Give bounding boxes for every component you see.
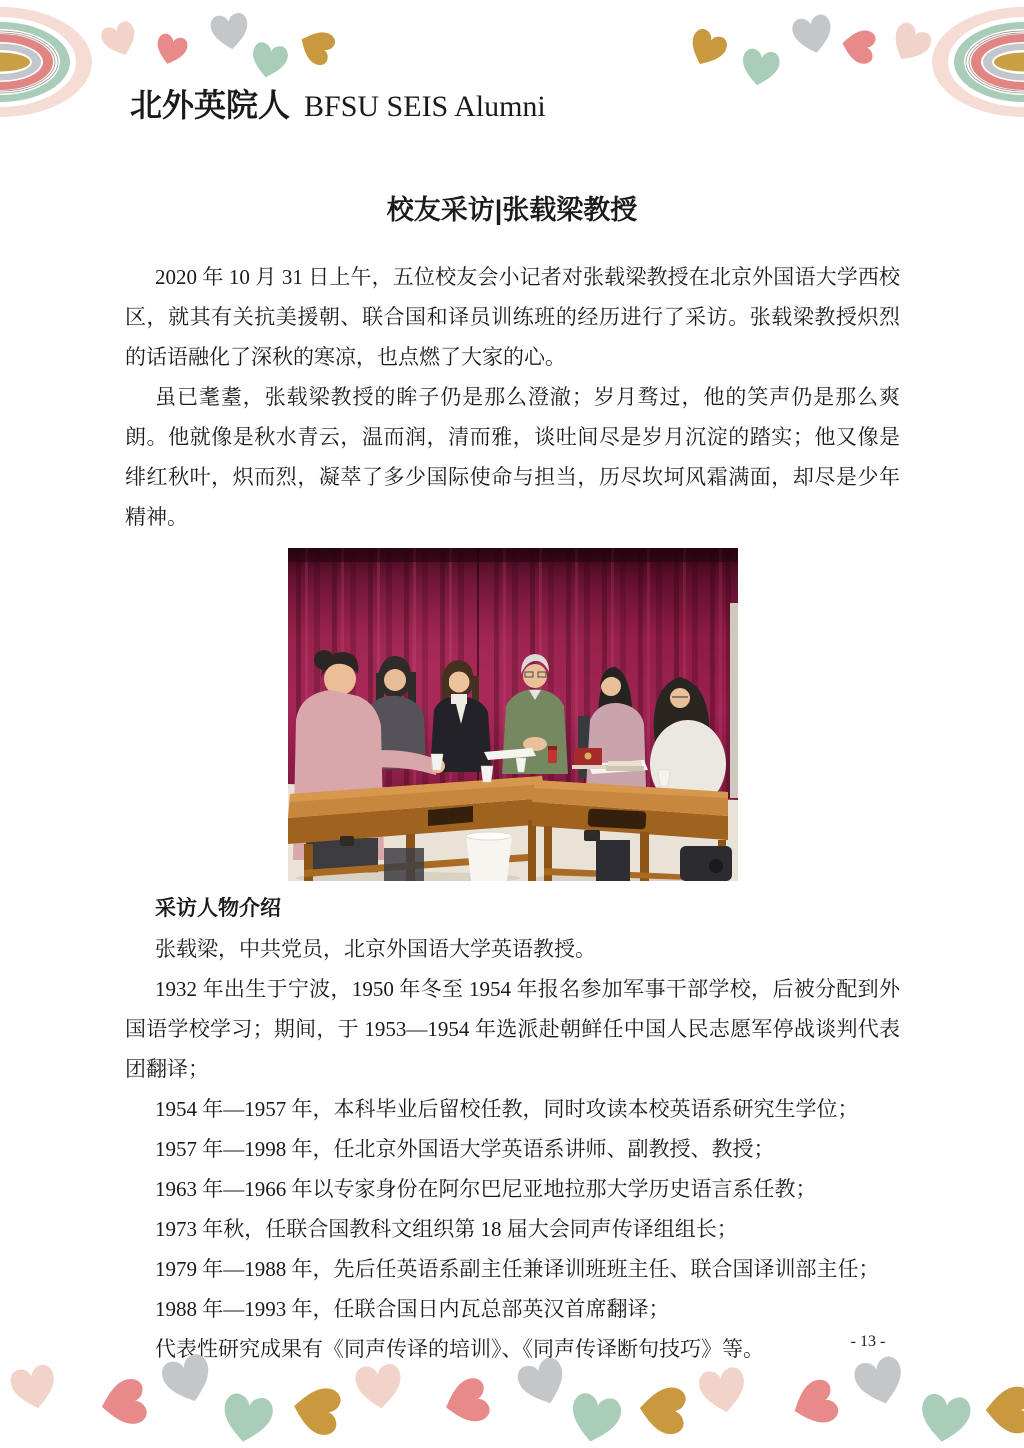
bio-line: 1932 年出生于宁波，1950 年冬至 1954 年报名参加军事干部学校，后被分配到外国语学校学习；期间，于 1953—1954 年选派赴朝鲜任中国人民志愿军停战谈判代表团翻译； (125, 977, 900, 1081)
rainbow-decoration-right (918, 0, 1024, 130)
heart-icon (735, 43, 786, 94)
heart-icon (434, 1370, 498, 1434)
heart-icon (244, 36, 294, 86)
heart-icon (632, 1380, 693, 1441)
heart-icon (561, 1385, 630, 1448)
article-title: 校友采访|张载梁教授 (386, 195, 638, 225)
heart-icon (284, 1378, 349, 1443)
bio-section-heading: 采访人物介绍 (155, 897, 281, 920)
bio-line: 代表性研究成果有《同声传译的培训》、《同声传译断句技巧》等。 (155, 1337, 764, 1361)
heart-icon (349, 1357, 408, 1416)
brand-title-cjk: 北外英院人 (130, 87, 291, 123)
heart-icon (289, 19, 342, 72)
article-paragraph: 2020 年 10 月 31 日上午，五位校友会小记者对张载梁教授在北京外国语大学西校区，就其有关抗美援朝、联合国和译员训练班的经历进行了采访。张载梁教授炽烈的话语融化了深秋的寒凉，也点燃了大家的心。 (125, 265, 900, 369)
bio-line: 1957 年—1998 年，任北京外国语大学英语系讲师、副教授、教授； (155, 1137, 775, 1161)
heart-icon (213, 1385, 280, 1448)
bio-line: 张载梁，中共党员，北京外国语大学英语教授。 (155, 937, 596, 961)
interview-photo (288, 548, 738, 881)
bio-line: 1988 年—1993 年，任联合国日内瓦总部英汉首席翻译； (155, 1297, 670, 1321)
article-paragraph: 虽已耄耋，张载梁教授的眸子仍是那么澄澈；岁月骛过，他的笑声仍是那么爽朗。他就像是秋水青云，温而润，清而雅，谈吐间尽是岁月沉淀的踏实；他又像是绯红秋叶，炽而烈，凝萃了多少国际使命与担当，历尽坎坷风霜满面，却尽是少年精神。 (125, 385, 900, 529)
heart-icon (149, 28, 193, 72)
rainbow-decoration-left (0, 0, 106, 130)
bio-line: 1973 年秋，任联合国教科文组织第 18 届大会同声传译组组长； (155, 1217, 738, 1241)
heart-icon (3, 1357, 65, 1419)
heart-icon (835, 23, 881, 69)
heart-icon (692, 1360, 755, 1423)
heart-icon (205, 7, 255, 57)
heart-icon (781, 1371, 848, 1438)
article-body (125, 257, 900, 1369)
bio-line: 1954 年—1957 年，本科毕业后留校任教，同时攻读本校英语系研究生学位； (155, 1097, 859, 1121)
heart-icon (92, 1372, 155, 1435)
heart-icon (786, 8, 841, 63)
brand-title-en: BFSU SEIS Alumni (304, 90, 546, 123)
heart-icon (980, 1382, 1024, 1438)
page-number: - 13 - (850, 1333, 886, 1350)
page-header (130, 80, 546, 126)
bio-line: 1963 年—1966 年以专家身份在阿尔巴尼亚地拉那大学历史语言系任教； (155, 1177, 817, 1201)
heart-icon (912, 1386, 978, 1448)
heart-icon (679, 21, 735, 77)
bio-line: 1979 年—1988 年，先后任英语系副主任兼译训班班主任、联合国译训部主任； (155, 1257, 880, 1281)
